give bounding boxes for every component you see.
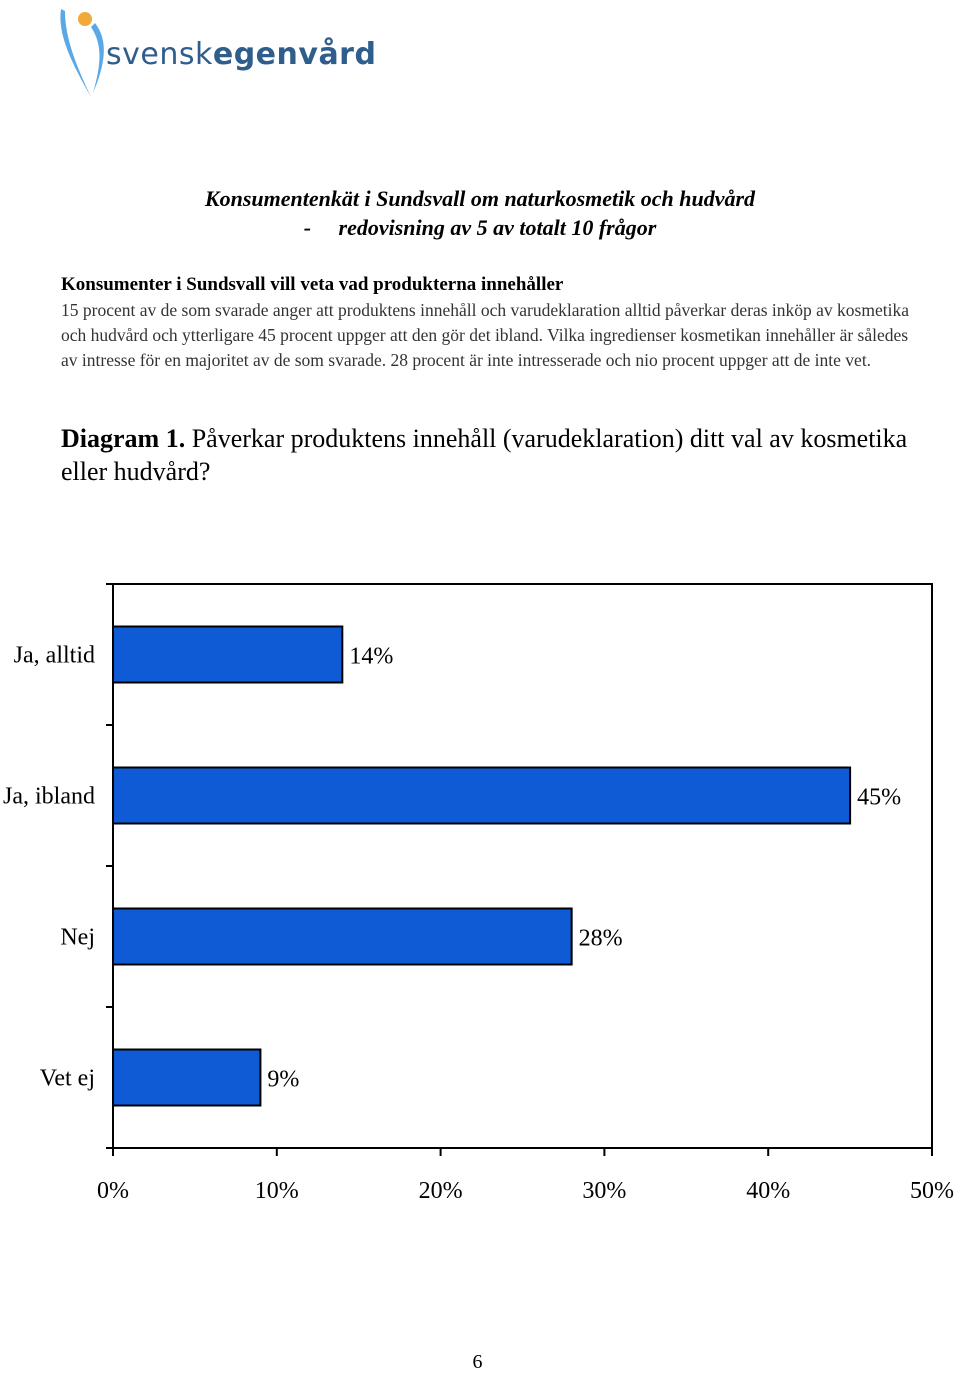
data-label: 9% <box>267 1066 300 1093</box>
logo-dot <box>78 12 92 26</box>
logo-swoosh-right <box>91 23 104 93</box>
data-label: 45% <box>857 784 902 811</box>
data-label: 14% <box>349 643 394 670</box>
document-title-line-1: Konsumentenkät i Sundsvall om naturkosmetik och hudvård <box>204 186 756 211</box>
brand-logo <box>55 5 435 105</box>
x-tick-label: 50% <box>910 1178 954 1204</box>
x-tick-label: 20% <box>418 1178 463 1204</box>
category-label: Ja, alltid <box>13 642 95 669</box>
bar <box>113 627 342 683</box>
diagram-caption <box>61 422 941 488</box>
page-number: 6 <box>472 1351 483 1373</box>
x-tick-label: 40% <box>746 1178 791 1204</box>
bar <box>113 909 572 965</box>
bar <box>113 1050 260 1106</box>
bar-chart <box>0 570 960 1230</box>
logo-text-bold: egenvård <box>212 37 377 72</box>
diagram-label: Diagram 1. <box>61 424 186 453</box>
section-heading: Konsumenter i Sundsvall vill veta vad produkterna innehåller <box>61 274 564 295</box>
bar <box>113 768 850 824</box>
x-tick-label: 0% <box>97 1178 129 1204</box>
category-label: Ja, ibland <box>3 783 95 810</box>
diagram-question: Påverkar produktens innehåll (varudeklaration) ditt val av kosmetika eller hudvård? <box>61 424 908 486</box>
data-label: 28% <box>578 925 623 952</box>
logo-wordmark <box>106 37 376 72</box>
category-label: Vet ej <box>39 1065 95 1092</box>
body-paragraph: 15 procent av de som svarade anger att produktens innehåll och varudeklaration alltid påverkar deras inköp av kosmetika och hudvård och ytterligare 45 procent uppger att den gör det ibland. Vilka ingredienser kosmetikan innehåller är således av intresse för en majoritet av de som svarade. 28 procent är inte intresserade och nio procent uppger att de inte vet. <box>61 300 909 370</box>
x-tick-label: 30% <box>582 1178 627 1204</box>
x-tick-label: 10% <box>254 1178 299 1204</box>
category-label: Nej <box>60 924 95 951</box>
logo-text-light: svensk <box>106 37 213 72</box>
document-title-line-2: - redovisning av 5 av totalt 10 frågor <box>303 215 657 240</box>
